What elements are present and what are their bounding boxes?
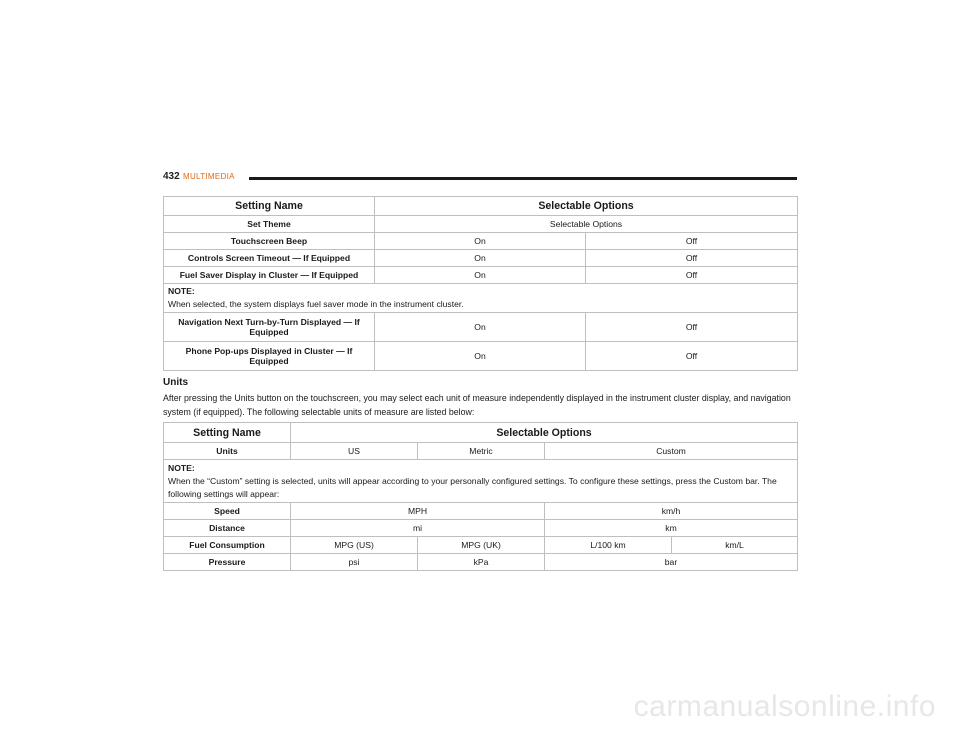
- table-row: [164, 267, 798, 284]
- option-value: On: [375, 342, 586, 371]
- setting-name-controls-timeout: Controls Screen Timeout — If Equipped: [164, 250, 375, 267]
- setting-name-fuel-consumption: Fuel Consumption: [164, 537, 291, 554]
- option-value: Off: [586, 233, 798, 250]
- option-value: MPG (UK): [418, 537, 545, 554]
- option-value: Off: [586, 267, 798, 284]
- option-value: Off: [586, 313, 798, 342]
- section-name: MULTIMEDIA: [183, 172, 235, 181]
- note-title: NOTE:: [168, 286, 195, 296]
- col-header-selectable-options: Selectable Options: [375, 197, 798, 216]
- table-row: [164, 443, 798, 460]
- note-cell: [164, 284, 798, 313]
- col-header-selectable-options: Selectable Options: [291, 423, 798, 443]
- watermark: carmanualsonline.info: [633, 690, 936, 723]
- setting-name-navigation-turn: Navigation Next Turn-by-Turn Displayed — If Equipped: [164, 313, 375, 342]
- units-table: [163, 422, 798, 571]
- units-heading: Units: [163, 377, 188, 388]
- table-row: [164, 503, 798, 520]
- option-value: mi: [291, 520, 545, 537]
- option-value: On: [375, 313, 586, 342]
- table-row: [164, 520, 798, 537]
- setting-name-pressure: Pressure: [164, 554, 291, 571]
- setting-name-units: Units: [164, 443, 291, 460]
- display-settings-table: [163, 196, 798, 371]
- setting-name-touchscreen-beep: Touchscreen Beep: [164, 233, 375, 250]
- table-row: [164, 554, 798, 571]
- note-text: When selected, the system displays fuel saver mode in the instrument cluster.: [168, 299, 464, 309]
- table-row: [164, 313, 798, 342]
- option-value: bar: [545, 554, 798, 571]
- table-row: [164, 537, 798, 554]
- option-value: km/h: [545, 503, 798, 520]
- option-us: US: [291, 443, 418, 460]
- option-value: On: [375, 233, 586, 250]
- table-row: [164, 233, 798, 250]
- option-value: MPG (US): [291, 537, 418, 554]
- note-text: When the “Custom” setting is selected, units will appear according to your personally configured settings. To configure these settings, press the Custom bar. The following settings will appear:: [168, 475, 777, 499]
- col-header-setting-name: Setting Name: [164, 197, 375, 216]
- option-value: kPa: [418, 554, 545, 571]
- table-row: [164, 342, 798, 371]
- option-custom: Custom: [545, 443, 798, 460]
- setting-name-phone-popups: Phone Pop-ups Displayed in Cluster — If Equipped: [164, 342, 375, 371]
- table-row: [164, 216, 798, 233]
- note-title: NOTE:: [168, 462, 195, 473]
- note-row: [164, 460, 798, 503]
- table-header-row: [164, 423, 798, 443]
- option-value: L/100 km: [545, 537, 672, 554]
- col-header-setting-name: Setting Name: [164, 423, 291, 443]
- setting-name-set-theme: Set Theme: [164, 216, 375, 233]
- option-value: km: [545, 520, 798, 537]
- option-value: psi: [291, 554, 418, 571]
- table-header-row: [164, 197, 798, 216]
- option-value: Selectable Options: [375, 216, 798, 233]
- setting-name-speed: Speed: [164, 503, 291, 520]
- header-rule: [249, 177, 797, 180]
- option-value: MPH: [291, 503, 545, 520]
- units-paragraph: After pressing the Units button on the touchscreen, you may select each unit of measure independently displayed in the instrument cluster display, and navigation system (if equipped). The following selectable units of measure are listed below:: [163, 393, 791, 417]
- note-row: [164, 284, 798, 313]
- setting-name-distance: Distance: [164, 520, 291, 537]
- option-value: Off: [586, 342, 798, 371]
- setting-name-fuel-saver: Fuel Saver Display in Cluster — If Equipped: [164, 267, 375, 284]
- option-value: km/L: [672, 537, 798, 554]
- option-value: Off: [586, 250, 798, 267]
- note-cell: [164, 460, 798, 503]
- page-number: 432: [163, 171, 180, 182]
- page-header: [163, 171, 797, 185]
- option-value: On: [375, 250, 586, 267]
- table-row: [164, 250, 798, 267]
- option-value: On: [375, 267, 586, 284]
- option-metric: Metric: [418, 443, 545, 460]
